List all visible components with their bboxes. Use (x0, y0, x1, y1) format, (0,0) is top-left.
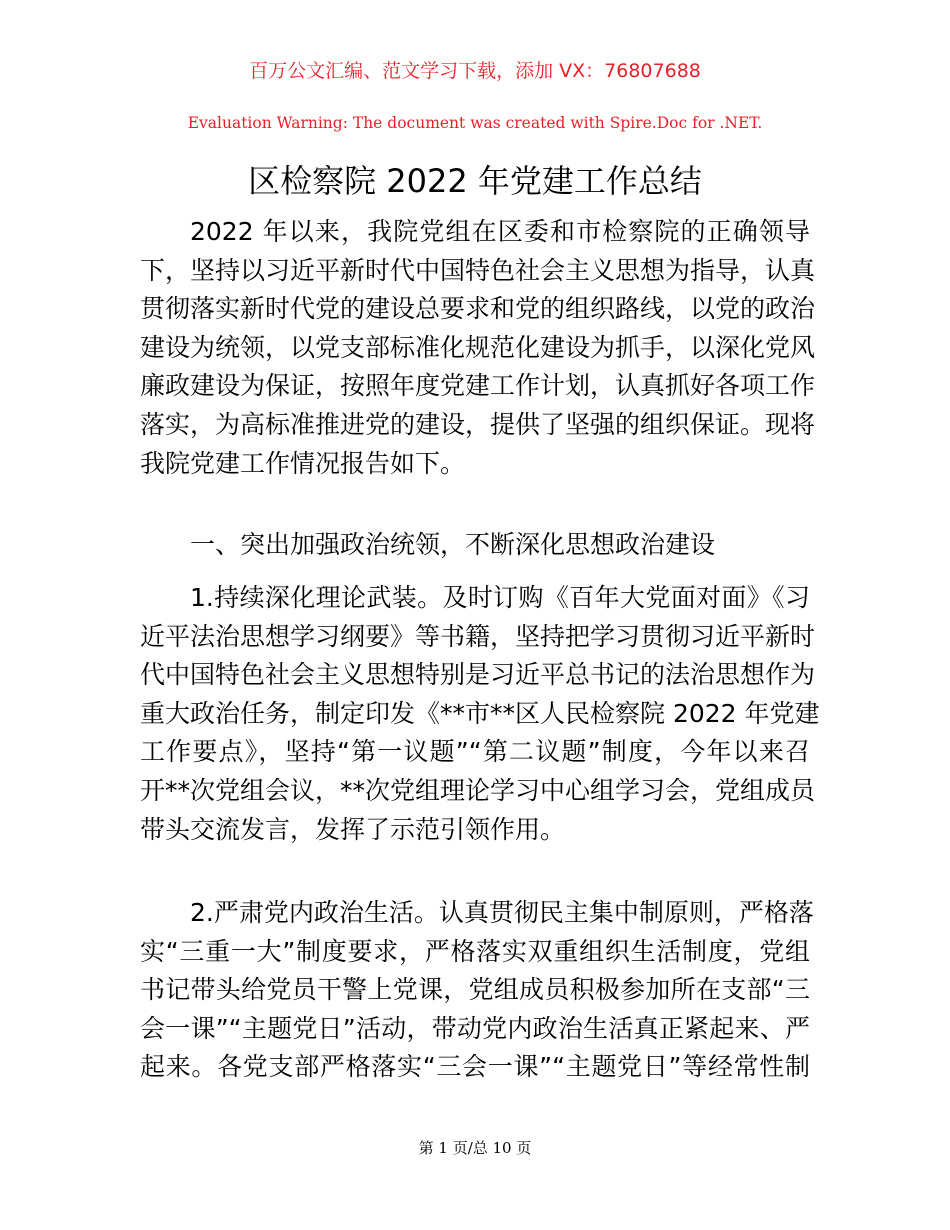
paragraph-theory (140, 579, 820, 849)
text-line: 贯彻落实新时代党的建设总要求和党的组织路线，以党的政治 (140, 294, 816, 324)
paragraph-political-life (140, 894, 814, 1087)
text-line: 落实，为高标准推进党的建设，提供了坚强的组织保证。现将 (140, 409, 816, 439)
text-line: 重大政治任务，制定印发《**市**区人民检察院 2022 年党建 (140, 698, 820, 728)
paragraph-intro (140, 213, 816, 483)
text-line: 开**次党组会议，**次党组理论学习中心组学习会，党组成员 (140, 775, 816, 805)
text-line: 起来。各党支部严格落实“三会一课”“主题党日”等经常性制 (140, 1052, 810, 1082)
text-line: 2.严肃党内政治生活。认真贯彻民主集中制原则，严格落 (190, 898, 814, 927)
text-line: 下，坚持以习近平新时代中国特色社会主义思想为指导，认真 (140, 255, 816, 285)
promo-banner: 百万公文汇编、范文学习下载，添加 VX：76807688 (249, 60, 701, 82)
text-line: 实“三重一大”制度要求，严格落实双重组织生活制度，党组 (140, 936, 810, 966)
text-line: 1.持续深化理论武装。及时订购《百年大党面对面》《习 (190, 583, 810, 612)
document-title: 区检察院 2022 年党建工作总结 (248, 162, 702, 200)
text-line: 近平法治思想学习纲要》等书籍，坚持把学习贯彻习近平新时 (140, 621, 816, 651)
section-heading-1 (140, 526, 810, 565)
text-line: 带头交流发言，发挥了示范引领作用。 (140, 814, 566, 844)
text-line: 书记带头给党员干警上党课，党组成员积极参加所在支部“三 (140, 975, 810, 1005)
text-line: 代中国特色社会主义思想特别是习近平总书记的法治思想作为 (140, 660, 816, 690)
text-line: 工作要点》，坚持“第一议题”“第二议题”制度，今年以来召 (140, 737, 810, 767)
evaluation-warning: Evaluation Warning: The document was created with Spire.Doc for .NET. (187, 114, 763, 132)
page-footer: 第 1 页/总 10 页 (418, 1139, 532, 1157)
text-line: 建设为统领，以党支部标准化规范化建设为抓手，以深化党风 (140, 332, 816, 362)
text-line: 我院党建工作情况报告如下。 (140, 448, 466, 478)
text-line: 2022 年以来，我院党组在区委和市检察院的正确领导 (190, 217, 810, 246)
text-line: 一、突出加强政治统领，不断深化思想政治建设 (190, 530, 716, 559)
text-line: 会一课”“主题党日”活动，带动党内政治生活真正紧起来、严 (140, 1013, 810, 1043)
text-line: 廉政建设为保证，按照年度党建工作计划，认真抓好各项工作 (140, 371, 816, 401)
